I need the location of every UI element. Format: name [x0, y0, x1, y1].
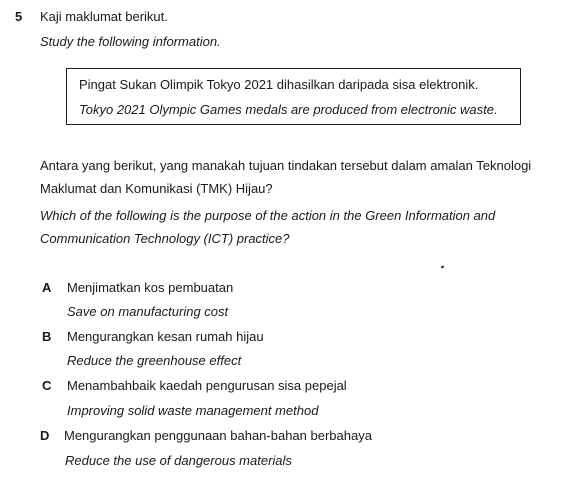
- option-b-text-english[interactable]: Reduce the greenhouse effect: [67, 353, 242, 368]
- prompt-english-line-1: Which of the following is the purpose of the action in the Green Information and: [40, 208, 496, 223]
- option-a-letter[interactable]: A: [42, 280, 52, 295]
- prompt-malay-line-2: Maklumat dan Komunikasi (TMK) Hijau?: [40, 181, 273, 196]
- option-c-text-english[interactable]: Improving solid waste management method: [67, 403, 319, 418]
- option-b-text-malay[interactable]: Mengurangkan kesan rumah hijau: [67, 329, 264, 344]
- info-text-malay: Pingat Sukan Olimpik Tokyo 2021 dihasilkan daripada sisa elektronik.: [79, 77, 479, 92]
- stray-mark: [441, 265, 445, 268]
- option-c-text-malay[interactable]: Menambahbaik kaedah pengurusan sisa pepejal: [67, 378, 347, 393]
- option-a-text-malay[interactable]: Menjimatkan kos pembuatan: [67, 280, 234, 295]
- instruction-english: Study the following information.: [40, 34, 221, 49]
- option-d-letter[interactable]: D: [40, 428, 50, 443]
- instruction-malay: Kaji maklumat berikut.: [40, 9, 168, 24]
- option-d-text-english[interactable]: Reduce the use of dangerous materials: [65, 453, 292, 468]
- prompt-malay-line-1: Antara yang berikut, yang manakah tujuan tindakan tersebut dalam amalan Teknologi: [40, 158, 532, 173]
- question-number: 5: [15, 9, 23, 24]
- option-a-text-english[interactable]: Save on manufacturing cost: [67, 304, 229, 319]
- prompt-english-line-2: Communication Technology (ICT) practice?: [40, 231, 290, 246]
- option-c-letter[interactable]: C: [42, 378, 52, 393]
- option-b-letter[interactable]: B: [42, 329, 52, 344]
- option-d-text-malay[interactable]: Mengurangkan penggunaan bahan-bahan berbahaya: [64, 428, 372, 443]
- info-text-english: Tokyo 2021 Olympic Games medals are produced from electronic waste.: [79, 102, 498, 117]
